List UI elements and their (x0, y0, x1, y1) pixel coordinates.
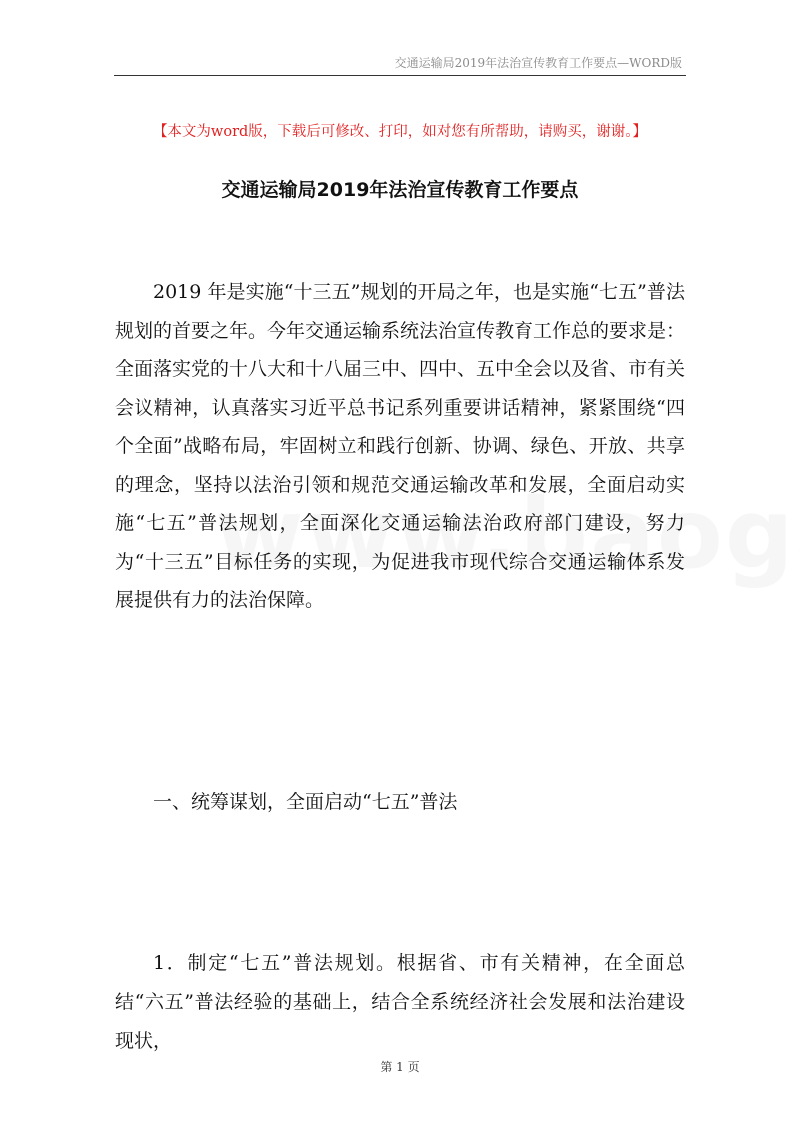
running-header: 交通运输局2019年法治宣传教育工作要点—WORD版 (394, 56, 682, 70)
download-notice: 【本文为word版，下载后可修改、打印，如对您有所帮助，请购买，谢谢。】 (152, 124, 648, 140)
document-title: 交通运输局2019年法治宣传教育工作要点 (221, 179, 579, 201)
page-number: 第 1 页 (380, 1060, 420, 1074)
intro-paragraph: 2019 年是实施“十三五”规划的开局之年，也是实施“七五”普法规划的首要之年。今年交通运输系统法治宣传教育工作总的要求是：全面落实党的十八大和十八届三中、四中、五中全会以及省、市有关会议精神，认真落实习近平总书记系列重要讲话精神，紧紧围绕“四个全面”战略布局，牢固树立和践行创新、协调、绿色、开放、共享的理念，坚持以法治引领和规范交通运输改革和发展，全面启动实施“七五”普法规划，全面深化交通运输法治政府部门建设，努力为“十三五”目标任务的实现，为促进我市现代综合交通运输体系发展提供有力的法治保障。 (115, 281, 686, 611)
section-heading-1: 一、统筹谋划，全面启动“七五”普法 (153, 791, 458, 813)
item-paragraph-1: 1．制定“七五”普法规划。根据省、市有关精神，在全面总结“六五”普法经验的基础上，结合全系统经济社会发展和法治建设现状， (115, 952, 685, 1052)
header-divider (114, 75, 686, 76)
